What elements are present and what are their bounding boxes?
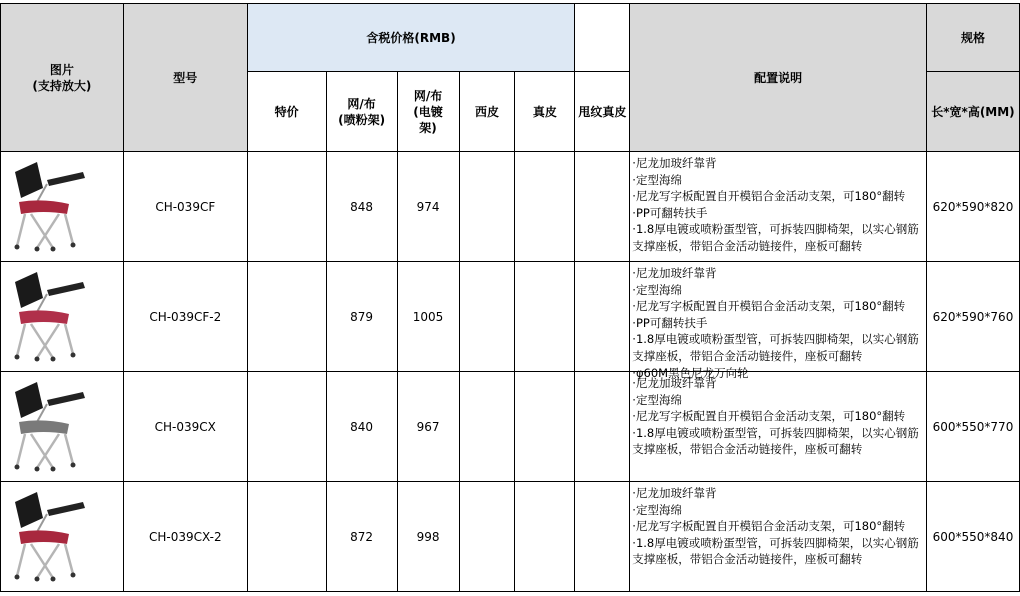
config-line: ·定型海绵 — [632, 502, 682, 517]
header-spec: 规格 — [926, 4, 1019, 72]
config-line: ·PP可翻转扶手 — [632, 315, 708, 330]
header-blank — [575, 4, 630, 72]
header-leather: 真皮 — [515, 72, 575, 152]
header-config: 配置说明 — [630, 4, 927, 152]
special-price-cell — [247, 372, 326, 482]
leather-price-cell — [515, 372, 575, 482]
product-image-cell[interactable] — [1, 262, 124, 372]
config-line: ·定型海绵 — [632, 172, 682, 187]
header-mesh-powder: 网/布 (喷粉架) — [326, 72, 397, 152]
config-line: ·尼龙加玻纤靠背 — [632, 156, 717, 170]
leather-price-cell — [515, 152, 575, 262]
mesh-powder-price-cell — [326, 372, 397, 482]
config-cell — [630, 152, 927, 262]
config-line: ·尼龙加玻纤靠背 — [632, 376, 717, 390]
config-lines — [632, 265, 924, 380]
chair-image[interactable] — [7, 488, 87, 584]
special-price-cell — [247, 152, 326, 262]
mesh-powder-text: 840 — [350, 419, 374, 434]
mesh-plated-price-cell — [397, 372, 459, 482]
config-cell — [630, 482, 927, 592]
config-line: ·1.8厚电镀或喷粉蛋型管，可拆装四脚椅架，以实心钢筋支撑座板，带铝合金活动链接件，座板可翻转 — [632, 535, 919, 567]
spec-text: 620*590*760 — [932, 309, 1014, 324]
header-mesh-plated: 网/布 (电镀 架) — [397, 72, 459, 152]
config-line: ·尼龙加玻纤靠背 — [632, 486, 717, 500]
mesh-powder-price-cell — [326, 262, 397, 372]
mesh-plated-text: 967 — [416, 419, 440, 434]
config-line: ·1.8厚电镀或喷粉蛋型管，可拆装四脚椅架，以实心钢筋支撑座板，带铝合金活动链接件，座板可翻转 — [632, 222, 919, 253]
chair-image[interactable] — [7, 378, 87, 474]
pu-price-cell — [459, 262, 515, 372]
mesh-powder-price-cell — [326, 152, 397, 262]
config-line: ·1.8厚电镀或喷粉蛋型管，可拆装四脚椅架，以实心钢筋支撑座板，带铝合金活动链接件，座板可翻转 — [632, 332, 919, 363]
mesh-powder-price-cell — [326, 482, 397, 592]
model-text: CH-039CF — [155, 199, 216, 214]
mesh-plated-price-cell — [397, 482, 459, 592]
shuaiwen-price-cell — [575, 152, 630, 262]
model-text: CH-039CF-2 — [149, 309, 222, 324]
config-line: ·尼龙写字板配置自开模铝合金活动支架，可180°翻转 — [632, 409, 906, 424]
model-cell — [123, 262, 247, 372]
header-dims: 长*宽*高(MM) — [926, 72, 1019, 152]
pu-price-cell — [459, 152, 515, 262]
shuaiwen-price-cell — [575, 482, 630, 592]
model-cell — [123, 372, 247, 482]
header-shuaiwen: 甩纹真皮 — [575, 72, 630, 152]
config-line: ·定型海绵 — [632, 282, 682, 297]
product-image-cell[interactable] — [1, 372, 124, 482]
product-image-cell[interactable] — [1, 482, 124, 592]
mesh-plated-price-cell — [397, 262, 459, 372]
header-model: 型号 — [123, 4, 247, 152]
chair-image[interactable] — [7, 268, 87, 364]
config-cell — [630, 262, 927, 380]
mesh-powder-text: 872 — [350, 529, 374, 544]
leather-price-cell — [515, 482, 575, 592]
config-line: ·1.8厚电镀或喷粉蛋型管，可拆装四脚椅架，以实心钢筋支撑座板，带铝合金活动链接件，座板可翻转 — [632, 425, 919, 457]
table-row — [1, 262, 1020, 372]
config-line: ·PP可翻转扶手 — [632, 205, 708, 220]
price-table — [0, 3, 1020, 592]
model-text: CH-039CX-2 — [148, 529, 222, 544]
table-row — [1, 372, 1020, 482]
config-cell — [630, 372, 927, 482]
mesh-powder-text: 879 — [350, 309, 374, 324]
pu-price-cell — [459, 482, 515, 592]
config-line: ·φ60M黑色尼龙万向轮 — [632, 365, 749, 380]
model-cell — [123, 482, 247, 592]
config-lines — [632, 485, 924, 589]
model-cell — [123, 152, 247, 262]
mesh-plated-price-cell — [397, 152, 459, 262]
mesh-plated-text: 1005 — [412, 309, 444, 324]
model-text: CH-039CX — [154, 419, 216, 434]
mesh-powder-text: 848 — [350, 199, 374, 214]
spec-cell — [926, 262, 1019, 372]
config-line: ·尼龙写字板配置自开模铝合金活动支架，可180°翻转 — [632, 519, 906, 534]
shuaiwen-price-cell — [575, 262, 630, 372]
spec-text: 600*550*840 — [932, 529, 1014, 544]
spec-cell — [926, 372, 1019, 482]
mesh-plated-text: 998 — [416, 529, 440, 544]
leather-price-cell — [515, 262, 575, 372]
pu-price-cell — [459, 372, 515, 482]
special-price-cell — [247, 482, 326, 592]
config-line: ·尼龙加玻纤靠背 — [632, 266, 717, 280]
table-row — [1, 152, 1020, 262]
mesh-plated-text: 974 — [416, 199, 440, 214]
config-lines — [632, 155, 924, 259]
config-line: ·定型海绵 — [632, 392, 682, 407]
config-line: ·尼龙写字板配置自开模铝合金活动支架，可180°翻转 — [632, 299, 906, 314]
config-lines — [632, 375, 924, 479]
product-image-cell[interactable] — [1, 152, 124, 262]
table-row — [1, 482, 1020, 592]
spec-cell — [926, 482, 1019, 592]
header-price-group: 含税价格(RMB) — [247, 4, 575, 72]
shuaiwen-price-cell — [575, 372, 630, 482]
spec-text: 600*550*770 — [932, 419, 1014, 434]
spec-text: 620*590*820 — [932, 199, 1014, 214]
special-price-cell — [247, 262, 326, 372]
header-image: 图片 (支持放大) — [1, 4, 124, 152]
config-line: ·尼龙写字板配置自开模铝合金活动支架，可180°翻转 — [632, 189, 906, 204]
header-special: 特价 — [247, 72, 326, 152]
chair-image[interactable] — [7, 158, 87, 254]
header-pu: 西皮 — [459, 72, 515, 152]
spec-cell — [926, 152, 1019, 262]
